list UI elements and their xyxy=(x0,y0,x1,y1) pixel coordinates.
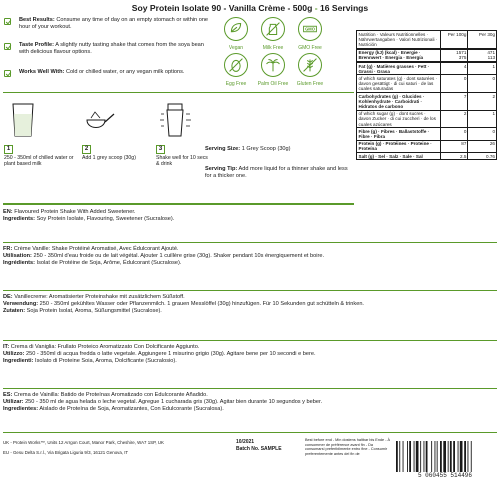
check-icon xyxy=(4,70,11,77)
barcode-bar xyxy=(407,441,408,472)
nutrient-per30: 26 xyxy=(467,141,496,152)
nutrient-name: of which sugar (g) · dont sucres · davon Zucker · di cui zuccheri · de los cuales azúcares xyxy=(358,111,436,127)
nutrient-name: Fat (g) · Matières grasses · Fett · Grassi · Grasa xyxy=(358,63,430,74)
barcode-bar xyxy=(403,441,404,472)
nutrient-per100: 1571 375 xyxy=(440,50,468,61)
title-separator: - xyxy=(312,3,320,13)
lang-line xyxy=(3,406,497,413)
lang-line-label: Ingredienti: xyxy=(3,358,34,364)
step-number: 2 xyxy=(82,145,91,154)
barcode-bar xyxy=(443,441,446,472)
badge-label: GMO Free xyxy=(298,45,322,51)
serving-tip: Serving Tip: Add more liquid for a thinner shake and less for a thicker one. xyxy=(205,166,348,179)
lang-name: Crema di Vaniglia: Frullato Proteico Aromatizzato Con Dolcificante Aggiunto. xyxy=(10,344,200,350)
lang-line-text: Soja Protein Isolat, Aroma, Süßungsmittel (Sucralose). xyxy=(25,308,162,314)
nutrition-table xyxy=(356,30,497,160)
vegan-icon xyxy=(224,17,248,41)
lang-line xyxy=(3,301,497,308)
nutrition-body xyxy=(357,48,496,160)
lang-line xyxy=(3,260,497,267)
serving-size: Serving Size: 1 Grey Scoop (30g) xyxy=(205,146,291,152)
lang-block-es xyxy=(3,392,497,413)
step-text: Shake well for 10 secs & drink xyxy=(156,155,208,168)
nutrition-row xyxy=(357,127,496,139)
lang-code: FR: xyxy=(3,246,13,252)
lang-line xyxy=(3,308,497,315)
barcode-bar xyxy=(453,441,455,472)
divider xyxy=(3,203,354,205)
badge-label: Palm Oil Free xyxy=(257,81,289,87)
batch-number: Batch No. SAMPLE xyxy=(236,446,282,452)
nutrient-per100: 0 xyxy=(440,75,468,92)
lang-product-name xyxy=(3,392,497,399)
scoop-icon xyxy=(84,104,116,138)
nutrient-name: Carbohydrates (g) · Glucides · Kohlenhydrate · Carboidrati · Hidratos de carbono xyxy=(358,93,425,109)
lang-line xyxy=(3,216,351,223)
barcode-bar xyxy=(464,441,466,472)
nutrient-per100: 2 xyxy=(440,111,468,128)
barcode-bar xyxy=(396,441,398,472)
product-title-main: Soy Protein Isolate 90 - Vanilla Crème - 500g xyxy=(131,3,313,13)
barcode-icon xyxy=(395,441,496,474)
barcode-number: 5 060455 514496 xyxy=(417,472,472,479)
nutrition-row xyxy=(357,152,496,159)
lang-name: Crème Vanille: Shake Protéiné Aromatisé, Avec Édulcorant Ajouté. xyxy=(13,246,179,252)
benefit-best-results: Best Results: Consume any time of day on an empty stomach or within one hour of your workout. xyxy=(19,17,209,30)
nutrient-per30: 0.76 xyxy=(467,153,496,159)
lang-line-label: Utilizzo: xyxy=(3,351,25,357)
nutrient-per30: 1 xyxy=(467,111,496,128)
nutrient-per100: 7 xyxy=(440,93,468,110)
egg-free-icon xyxy=(224,53,248,77)
lang-line-label: Ingredientes: xyxy=(3,406,39,412)
svg-text:GMO: GMO xyxy=(305,26,315,32)
nutrition-row xyxy=(357,140,496,152)
barcode-bar xyxy=(440,441,442,472)
barcode-bar xyxy=(416,441,419,472)
barcode-bar xyxy=(426,441,428,472)
lang-line xyxy=(3,399,497,406)
lang-line-label: Ingredients: xyxy=(3,216,36,222)
step-number: 1 xyxy=(4,145,13,154)
lang-line-label: Ingrédients: xyxy=(3,260,36,266)
divider xyxy=(3,340,497,341)
nutrient-per100: 4 xyxy=(440,63,468,74)
nutrition-row xyxy=(357,74,496,92)
lang-line-text: 250 - 350ml gekühltes Wasser oder Pflanzenmilch. 1 grauen Messlöffel (30g) hinzufügen. Für 10 Sekunden gut schütteln & trinken. xyxy=(38,301,364,307)
nutrition-row xyxy=(357,48,496,61)
production-date: 10/2021 xyxy=(236,439,255,445)
gluten-free-icon xyxy=(298,53,322,77)
nutrition-header-per100: Per 100g xyxy=(440,31,468,48)
step-number: 3 xyxy=(156,145,165,154)
benefit-works-well: Works Well With: Cold or chilled water, or any vegan milk options. xyxy=(19,69,185,75)
barcode-bar xyxy=(435,441,436,472)
divider xyxy=(3,388,497,389)
footer-address-eu: EU - Gesu Delta S.r.l., Via Brigata Liguria 9/3, 16121 Genova, IT xyxy=(3,450,129,455)
badge-label: Egg Free xyxy=(225,81,247,87)
nutrient-per100: 0 xyxy=(440,128,468,139)
divider xyxy=(3,92,354,93)
barcode-bar xyxy=(399,441,400,472)
shaker-icon xyxy=(158,100,194,140)
lang-line xyxy=(3,351,497,358)
divider xyxy=(3,242,497,243)
lang-line-label: Zutaten: xyxy=(3,308,26,314)
barcode-bar xyxy=(468,441,469,472)
lang-name: Vanillecreme: Aromatisierter Proteinshake mit zusätzlichem Süßstoff. xyxy=(14,294,185,300)
lang-code: IT: xyxy=(3,344,10,350)
lang-line-text: Isolat de Protéine de Soja, Arôme, Édulcorant (Sucralose). xyxy=(35,260,182,266)
nutrient-name: Salt (g) · Sel · Salz · Sale · Sal xyxy=(358,153,423,159)
lang-line-text: Soy Protein Isolate, Flavouring, Sweetener (Sucralose). xyxy=(35,216,175,222)
palm-oil-free-icon xyxy=(261,53,285,77)
badge-label: Vegan xyxy=(228,45,244,51)
lang-name: Crema de Vainilla: Batido de Proteínas Aromatizado con Edulcorante Añadido. xyxy=(13,392,208,398)
nutrient-per30: 471 113 xyxy=(467,50,496,61)
badge-label: Milk Free xyxy=(262,45,284,51)
lang-name: Flavoured Protein Shake With Added Sweetener. xyxy=(14,209,136,215)
lang-line-text: 250 - 350ml d'eau froide ou de lait végétal. Ajouter 1 cuillère grise (30g). Shaker pendant 10s énergiquement et boire. xyxy=(31,253,325,259)
nutrient-per30: 0 xyxy=(467,75,496,92)
barcode-bar xyxy=(431,441,432,472)
barcode-bar xyxy=(458,441,459,472)
barcode-bar xyxy=(448,441,449,472)
lang-line-text: 250 - 350 ml de agua helada o leche vegetal. Agregue 1 cucharada gris (30g). Agitar bien durante 10 segundos y beber. xyxy=(23,399,323,405)
barcode-bar xyxy=(420,441,421,472)
nutrient-per100: 87 xyxy=(440,141,468,152)
step-text: 250 - 350ml of chilled water or plant based milk xyxy=(4,155,74,168)
nutrition-row xyxy=(357,110,496,128)
barcode-bar xyxy=(424,441,425,472)
benefit-taste-profile: Taste Profile: A slightly nutty tasting shake that comes from the soya bean with delicious flavour options. xyxy=(19,42,204,55)
product-servings: 16 Servings xyxy=(319,3,369,13)
lang-product-name xyxy=(3,246,497,253)
nutrient-name: of which saturates (g) · dont saturées · davon gesättigt · di cui saturi · de las cuales saturadas xyxy=(358,75,438,92)
lang-line-text: Isolato di Proteine Soia, Aroma, Dolcificante (Sucralosio). xyxy=(33,358,177,364)
barcode-bar xyxy=(450,441,452,472)
lang-line xyxy=(3,253,497,260)
barcode-bar xyxy=(460,441,463,472)
divider xyxy=(3,432,497,433)
divider xyxy=(3,290,497,291)
footer-address-uk: UK - Protein Works™, Units 12 Arrgon Court, Manor Park, Cheshire, WA7 1SP, UK xyxy=(3,440,164,445)
lang-line-label: Utilizar: xyxy=(3,399,24,405)
lang-line xyxy=(3,358,497,365)
nutrient-per30: 0 xyxy=(467,128,496,139)
lang-product-name xyxy=(3,294,497,301)
nutrient-name: Protein (g) · Protéines · Proteine · Proteína xyxy=(358,141,432,152)
badge-label: Gluten Free xyxy=(296,81,324,87)
gmo-free-icon xyxy=(298,17,322,41)
lang-code: DE: xyxy=(3,294,13,300)
lang-product-name xyxy=(3,209,351,216)
barcode-bar xyxy=(414,441,415,472)
lang-product-name xyxy=(3,344,497,351)
lang-line-text: 250 - 350ml di acqua fredda o latte vegetale. Aggiungere 1 misurino grigio (30g). Agitare bene per 10 secondi e bere. xyxy=(24,351,316,357)
barcode-bar xyxy=(437,441,438,472)
lang-line-label: Utilisation: xyxy=(3,253,32,259)
barcode-bar xyxy=(409,441,411,472)
nutrition-row xyxy=(357,92,496,110)
nutrition-header-label: Nutrition · Valeurs Nutritionnelles · Nährwertangaben · Valori Nutrizionali · Nutrición xyxy=(358,31,438,47)
lang-block-en xyxy=(3,209,351,223)
barcode-bar xyxy=(471,441,472,472)
nutrient-per100: 2.5 xyxy=(440,153,468,159)
lang-block-de xyxy=(3,294,497,315)
lang-line-text: Aislado de Proteína de Soja, Aromatizantes, Con Edulcorante (Sucralosa). xyxy=(38,406,224,412)
lang-block-fr xyxy=(3,246,497,267)
nutrient-name: Fibre (g) · Fibres · Ballaststoffe · Fibre · Fibra xyxy=(358,128,430,139)
check-icon xyxy=(4,18,11,25)
step-text: Add 1 grey scoop (30g) xyxy=(82,155,136,161)
nutrition-header-row xyxy=(357,31,496,48)
glass-icon xyxy=(8,100,38,140)
nutrition-header-per30: Per 30g xyxy=(467,31,496,48)
milk-free-icon xyxy=(261,17,285,41)
nutrient-per30: 1 xyxy=(467,63,496,74)
product-title xyxy=(0,3,500,13)
nutrient-name: Energy (kJ) (kcal) · Energie · Brennwert · Energia · Energía xyxy=(358,50,424,61)
nutrition-row xyxy=(357,61,496,74)
check-icon xyxy=(4,43,11,50)
lang-code: ES: xyxy=(3,392,13,398)
lang-line-label: Verwendung: xyxy=(3,301,39,307)
lang-block-it xyxy=(3,344,497,365)
nutrient-per30: 2 xyxy=(467,93,496,110)
lang-code: EN: xyxy=(3,209,13,215)
best-before-text: Best before end - Min dostens haltbar bis Ende - À consommer de préférence avant fin - Da consumarsi preferibilmente entro fine - Consumir preferentemente antes del fin de xyxy=(305,438,391,456)
